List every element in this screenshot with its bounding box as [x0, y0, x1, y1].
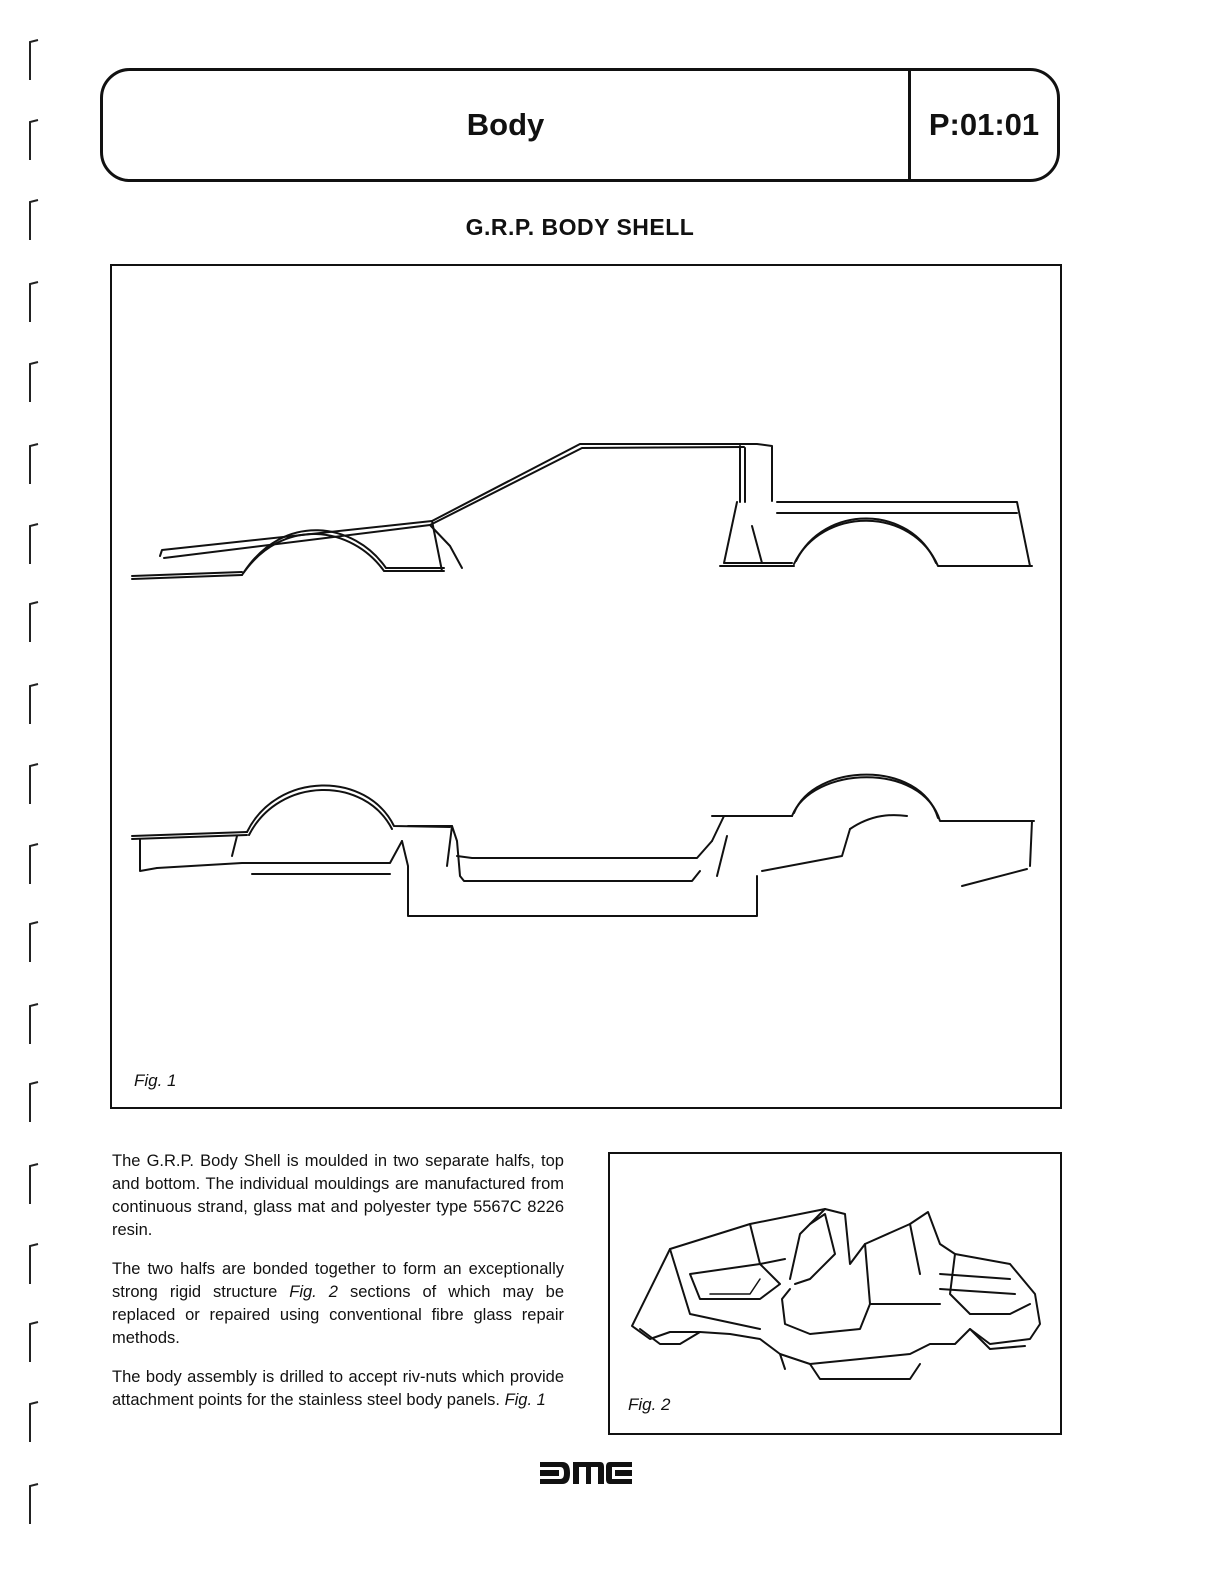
body-shell-side-view-illustration — [112, 266, 1060, 1107]
body-text — [112, 1150, 564, 1428]
figure-1 — [110, 264, 1062, 1109]
lower-moulding-drawing — [132, 775, 1034, 916]
page-header — [100, 68, 1060, 182]
figure-1-caption: Fig. 1 — [134, 1071, 177, 1090]
figure-2-caption: Fig. 2 — [628, 1395, 671, 1414]
upper-moulding-drawing — [132, 444, 1032, 579]
page-code: P:01:01 — [928, 107, 1040, 142]
paragraph-2 — [112, 1258, 564, 1350]
bonded-body-shell-isometric-illustration — [610, 1154, 1060, 1433]
section-title: G.R.P. BODY SHELL — [465, 214, 695, 240]
paragraph-2-text-end: sections of which may be replaced or repaired using conventional fibre glass repair methods. — [112, 1283, 564, 1347]
binder-punch-marks — [20, 30, 60, 1560]
section-heading: Body — [466, 107, 545, 142]
figure-2-reference: Fig. 2 — [289, 1283, 338, 1301]
figure-1-reference: Fig. 1 — [504, 1391, 546, 1409]
dmc-logo — [540, 1462, 632, 1489]
paragraph-3 — [112, 1366, 564, 1412]
paragraph-1: The G.R.P. Body Shell is moulded in two separate halfs, top and bottom. The individual mouldings are manufactured from continuous strand, glass mat and polyester type 5567C 8226 resin. — [112, 1152, 564, 1239]
paragraph-2-text: The two halfs are bonded together to form an exceptionally strong rigid structure — [112, 1260, 564, 1301]
paragraph-3-text: The body assembly is drilled to accept riv-nuts which provide attachment points for the stainless steel body panels. — [112, 1368, 564, 1409]
figure-2 — [608, 1152, 1062, 1435]
